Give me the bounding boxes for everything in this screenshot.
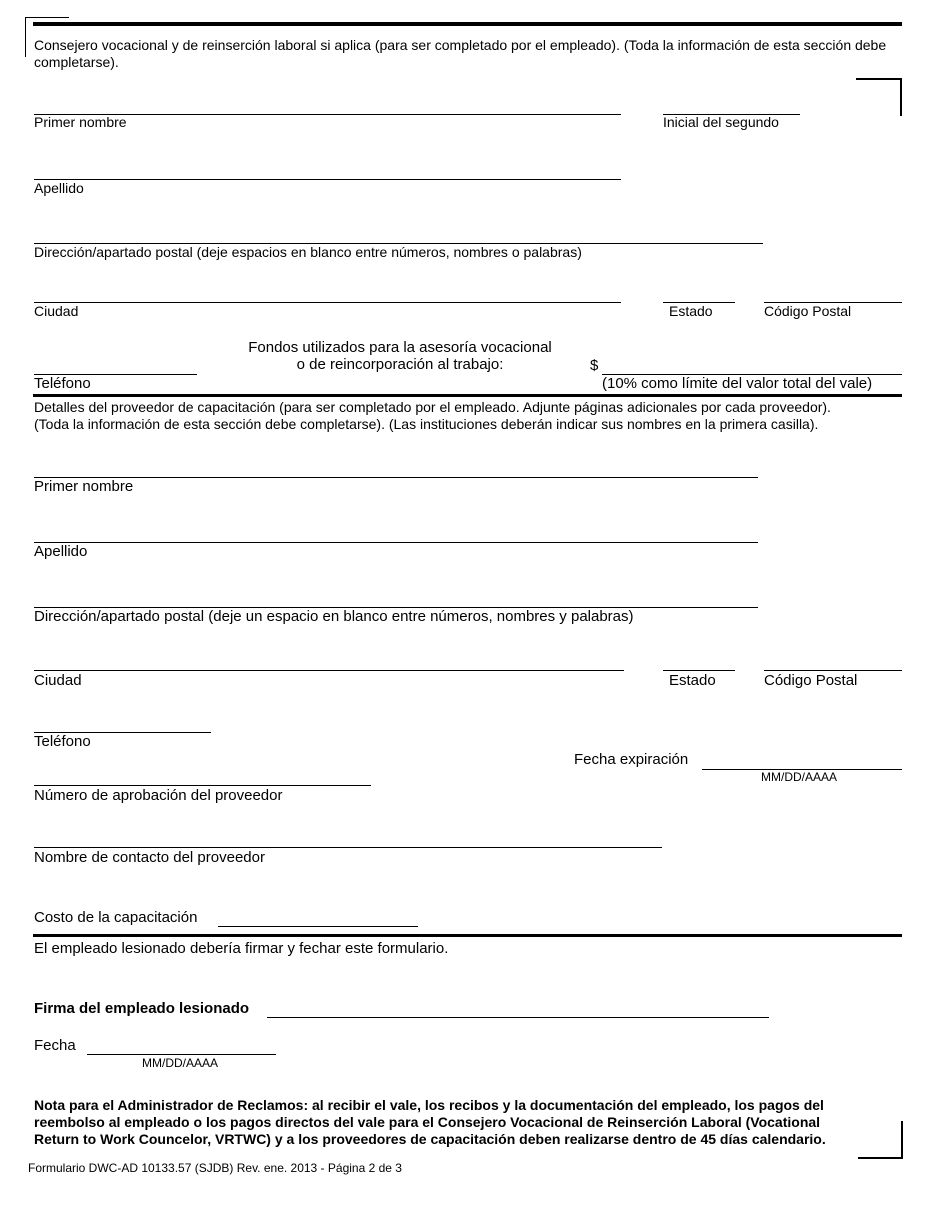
training-cost-field[interactable] — [218, 926, 418, 927]
provider-state-label: Estado — [669, 672, 716, 689]
funds-limit-note: (10% como límite del valor total del vale) — [602, 375, 873, 392]
employee-signature-field[interactable] — [267, 1017, 769, 1018]
provider-first-name-label: Primer nombre — [34, 478, 134, 495]
section-3-top-rule — [33, 934, 902, 937]
provider-phone-label: Teléfono — [34, 733, 91, 750]
provider-zip-label: Código Postal — [764, 672, 858, 689]
provider-approval-number-label: Número de aprobación del proveedor — [34, 787, 283, 804]
provider-zip-field[interactable] — [764, 670, 902, 671]
signature-date-field[interactable] — [87, 1054, 276, 1055]
section-3-intro: El empleado lesionado debería firmar y fechar este formulario. — [34, 940, 449, 957]
counselor-address-label: Dirección/apartado postal (deje espacios en blanco entre números, nombres o palabras) — [34, 244, 582, 260]
expiration-date-format: MM/DD/AAAA — [761, 770, 838, 784]
funds-label-line-2: o de reincorporación al trabajo: — [296, 356, 504, 373]
section-1-intro: Consejero vocacional y de reinserción laboral si aplica (para ser completado por el empleado). (Toda la información de esta sección debe completarse). — [34, 37, 887, 70]
claims-admin-note-line-3: Return to Work Councelor, VRTWC) y a los proveedores de capacitación deben realizarse dentro de 45 días calendario. — [34, 1131, 826, 1147]
section-1-top-rule — [33, 22, 902, 26]
claims-admin-note-line-2: reembolso al empleado o los pagos directos del vale para el Consejero Vocacional de Reinserción Laboral (Vocational — [34, 1114, 821, 1130]
counselor-middle-initial-label: Inicial del segundo — [663, 114, 779, 130]
signature-date-format: MM/DD/AAAA — [142, 1056, 219, 1070]
claims-admin-note-line-1: Nota para el Administrador de Reclamos: al recibir el vale, los recibos y la documentación del empleado, los pagos del — [34, 1097, 824, 1113]
section-2-top-rule — [33, 394, 902, 397]
provider-contact-name-field[interactable] — [34, 847, 662, 848]
counselor-first-name-label: Primer nombre — [34, 114, 127, 130]
provider-contact-name-label: Nombre de contacto del proveedor — [34, 849, 265, 866]
section-2-intro-line-2: (Toda la información de esta sección debe completarse). (Las instituciones deberán indicar sus nombres en la primera casilla). — [34, 416, 819, 432]
dollar-sign: $ — [590, 357, 599, 374]
counselor-city-label: Ciudad — [34, 303, 79, 319]
provider-state-field[interactable] — [663, 670, 735, 671]
counselor-city-field[interactable] — [34, 302, 621, 303]
provider-last-name-field[interactable] — [34, 542, 758, 543]
employee-signature-label: Firma del empleado lesionado — [34, 1000, 250, 1017]
provider-approval-number-field[interactable] — [34, 785, 371, 786]
provider-city-label: Ciudad — [34, 672, 82, 689]
section-2-intro-line-1: Detalles del proveedor de capacitación (para ser completado por el empleado. Adjunte páginas adicionales por cada proveedor). — [34, 399, 831, 415]
provider-last-name-label: Apellido — [34, 543, 88, 560]
provider-address-label: Dirección/apartado postal (deje un espacio en blanco entre números, nombres y palabras) — [34, 608, 634, 625]
training-cost-label: Costo de la capacitación — [34, 909, 198, 926]
provider-city-field[interactable] — [34, 670, 624, 671]
counselor-state-label: Estado — [669, 303, 713, 319]
counselor-last-name-field[interactable] — [34, 179, 621, 180]
expiration-date-label: Fecha expiración — [574, 751, 689, 768]
provider-first-name-field[interactable] — [34, 477, 758, 478]
counselor-zip-label: Código Postal — [764, 303, 852, 319]
funds-label-line-1: Fondos utilizados para la asesoría vocacional — [248, 339, 552, 356]
form-footer-id: Formulario DWC-AD 10133.57 (SJDB) Rev. ene. 2013 - Página 2 de 3 — [28, 1161, 402, 1175]
counselor-phone-label: Teléfono — [34, 375, 91, 392]
counselor-last-name-label: Apellido — [34, 180, 84, 196]
signature-date-label: Fecha — [34, 1037, 76, 1054]
